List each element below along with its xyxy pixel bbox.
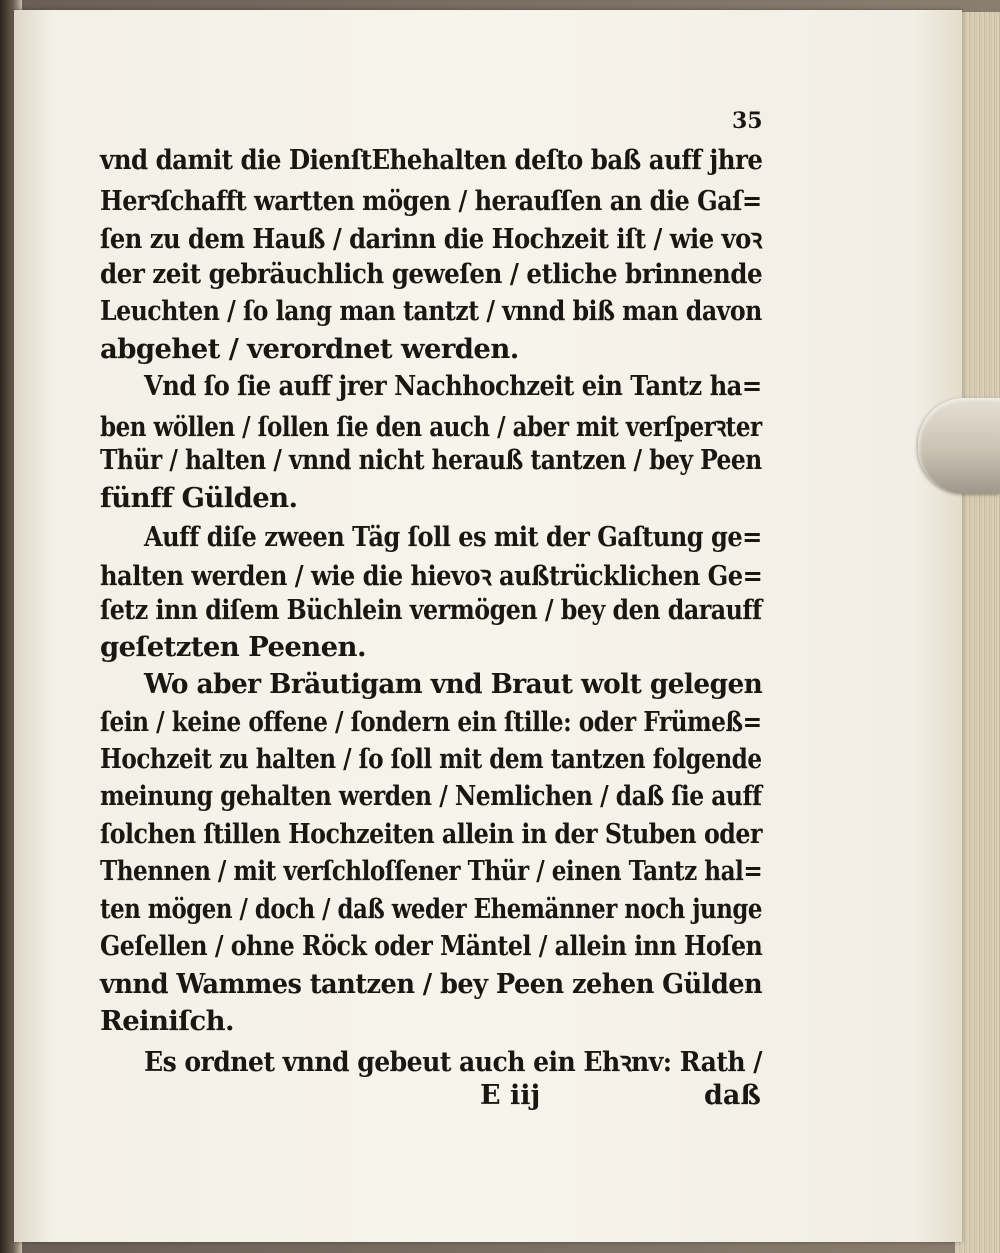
text-line: ſolchen ſtillen Hochzeiten allein in der Stuben oder [100, 818, 762, 850]
text-line: vnnd Wammes tantzen / bey Peen zehen Gülden [100, 968, 763, 1000]
catchword: daß [704, 1080, 761, 1111]
book-page [14, 10, 962, 1242]
text-line: Herꝛſchafft wartten mögen / herauſſen an die Gaſ= [100, 185, 762, 217]
text-line: fünff Gülden. [100, 482, 298, 514]
text-line: halten werden / wie die hievoꝛ außtrücklichen Ge= [100, 560, 763, 592]
text-line: geſetzten Peenen. [100, 631, 366, 663]
text-line: ſein / keine offene / ſondern ein ſtille: oder Frümeß= [100, 706, 762, 738]
text-line: abgehet / verordnet werden. [100, 333, 519, 365]
text-line: vnd damit die DienſtEhehalten deſto baß auff jhre [100, 144, 763, 176]
text-line: Wo aber Bräutigam vnd Braut wolt gelegen [144, 668, 763, 700]
text-line: ſen zu dem Hauß / darinn die Hochzeit iſt / wie voꝛ [100, 223, 762, 255]
text-line: Auff diſe zween Täg ſoll es mit der Gaſtung ge= [144, 521, 762, 553]
page-number: 35 [732, 108, 763, 134]
text-line: Thennen / mit verſchloſſener Thür / einen Tantz hal= [100, 855, 763, 887]
text-line: ſetz inn diſem Büchlein vermögen / bey den darauff [100, 594, 762, 626]
text-line: Leuchten / ſo lang man tantzt / vnnd biß man davon [100, 295, 762, 327]
text-line: Reiniſch. [100, 1005, 234, 1037]
signature-mark: E iij [480, 1080, 541, 1111]
text-line: Hochzeit zu halten / ſo ſoll mit dem tantzen folgende [100, 743, 762, 775]
text-line: Geſellen / ohne Röck oder Mäntel / allein inn Hoſen [100, 930, 763, 962]
text-line: Es ordnet vnnd gebeut auch ein Ehꝛnv: Rath / [144, 1046, 762, 1078]
text-line: Thür / halten / vnnd nicht herauß tantzen / bey Peen [100, 444, 762, 476]
text-line: der zeit gebräuchlich geweſen / etliche brinnende [100, 258, 763, 290]
bookmark-ribbon [918, 398, 1000, 494]
text-line: ben wöllen / ſollen ſie den auch / aber mit verſperꝛter [100, 411, 762, 443]
text-line: ten mögen / doch / daß weder Ehemänner noch junge [100, 893, 762, 925]
text-line: meinung gehalten werden / Nemlichen / daß ſie auff [100, 780, 762, 812]
text-line: Vnd ſo ſie auff jrer Nachhochzeit ein Tantz ha= [144, 370, 762, 402]
